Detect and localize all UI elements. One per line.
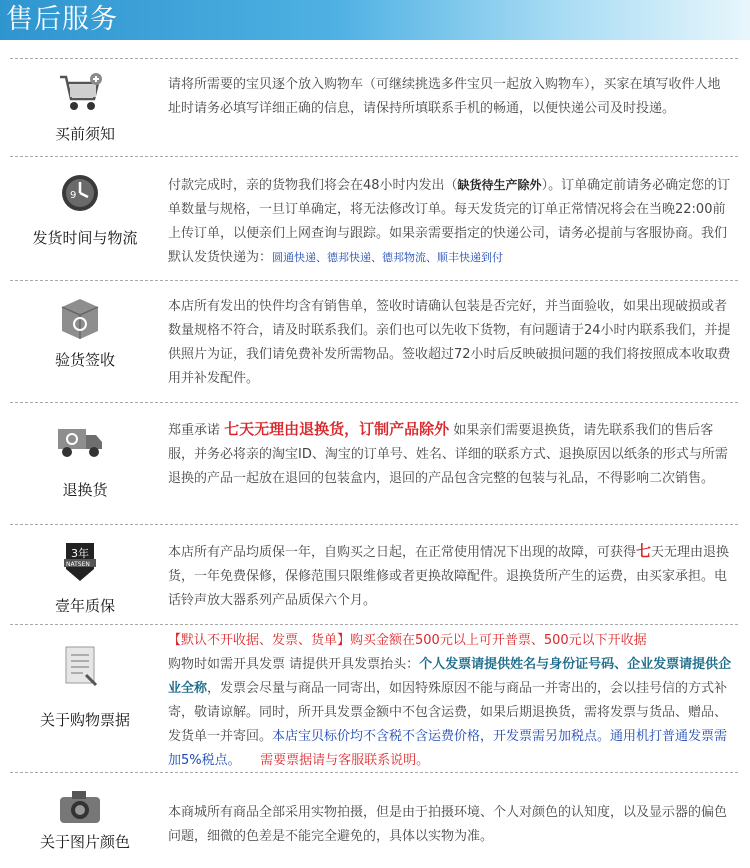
svg-text:9: 9 — [70, 190, 77, 201]
section-text: 请将所需要的宝贝逐个放入购物车（可继续挑选多件宝贝一起放入购物车），买家在填写收件人地址时请务必填写详细正确的信息，请保持所填联系手机的畅通，以便快递公司及时投递。 — [168, 77, 721, 116]
section-text: 郑重承诺 七天无理由退换货，订制产品除外 如果亲们需要退换货，请先联系我们的售后客服，并务必将亲的淘宝ID、淘宝的订单号、姓名、详细的联系方式、退换原因以纸条的形式与所需退换的产品一起放在退回的包装盒内，退回的产品包含完整的包装与礼品，不得影响二次销售。 — [168, 420, 728, 486]
delivery-truck-icon — [56, 419, 104, 463]
section-label: 退换货 — [62, 481, 108, 499]
section-text: 付款完成时，亲的货物我们将会在48小时内发出（缺货待生产除外）。订单确定前请务必确定您的订单数量与规格，一旦订单确定，将无法修改订单。每天发货完的订单正常情况将会在当晚22:00前上传订单，以便亲们上网查询与跟踪。如果亲需要指定的快递公司，请务必提前与客服协商。我们默认发货快递为：圆通快递、德邦快递、德邦物流、顺丰快递到付 — [168, 178, 731, 265]
section-text: 本店所有发出的快件均含有销售单，签收时请确认包装是否完好，并当面验收，如果出现破损或者数量规格不符合，请及时联系我们。亲们也可以先收下货物，有问题请于24小时内联系我们，并提供照片为证，我们请免费补发所需物品。签收超过72小时后反映破损问题的我们将按照成本收取费用并补发配件。 — [168, 299, 731, 386]
camera-icon — [56, 785, 104, 829]
section-text: 【默认不开收据、发票、货单】购买金额在500元以上可开普票、500元以下开收据 购物时如需开具发票 请提供开具发票抬头：个人发票请提供姓名与身份证号码、企业发票请提供企业全称，发票会尽量与商品一同寄出，如因特殊原因不能与商品一并寄出的，会以挂号信的方式补寄，敬请谅解。同时，所开具发票金额中不包含运费，如果后期退换货，需将发票与货品、赠品、发货单一并寄回。本店宝贝标价均不含税不含运费价格，开发票需另加税点。通用机打普通发票需加5%税点。 需要票据请与客服联系说明。 — [168, 633, 732, 768]
invoice-document-icon — [56, 645, 104, 689]
section-inspection — [10, 280, 738, 403]
section-image-color — [10, 772, 738, 868]
section-label: 壹年质保 — [54, 597, 115, 615]
section-returns — [10, 402, 738, 525]
header-banner — [0, 0, 750, 40]
section-before-purchase — [10, 58, 738, 157]
section-label: 关于购物票据 — [39, 711, 130, 729]
section-shipping — [10, 156, 738, 281]
section-label: 发货时间与物流 — [32, 229, 138, 247]
badge-top-text: 3年 — [71, 547, 89, 560]
page-title: 售后服务 — [6, 4, 118, 35]
section-invoice — [10, 624, 738, 773]
section-text: 本商城所有商品全部采用实物拍摄，但是由于拍摄环境、个人对颜色的认知度，以及显示器的偏色问题，细微的色差是不能完全避免的，具体以实物为准。 — [168, 805, 728, 844]
section-label: 买前须知 — [54, 125, 115, 143]
section-text: 本店所有产品均质保一年，自购买之日起，在正常使用情况下出现的故障，可获得七天无理由退换货，一年免费保修，保修范围只限维修或者更换故障配件。退换货所产生的运费，由买家承担。电话铃声放大器系列产品质保六个月。 — [168, 542, 730, 608]
package-box-icon — [56, 297, 104, 341]
section-label: 关于图片颜色 — [39, 833, 130, 851]
warranty-badge-icon — [56, 539, 104, 583]
section-warranty — [10, 524, 738, 625]
clock-icon — [56, 171, 104, 215]
shopping-cart-icon — [56, 71, 104, 115]
section-label: 验货签收 — [54, 351, 115, 369]
badge-bottom-text: NATSEN — [66, 561, 90, 568]
